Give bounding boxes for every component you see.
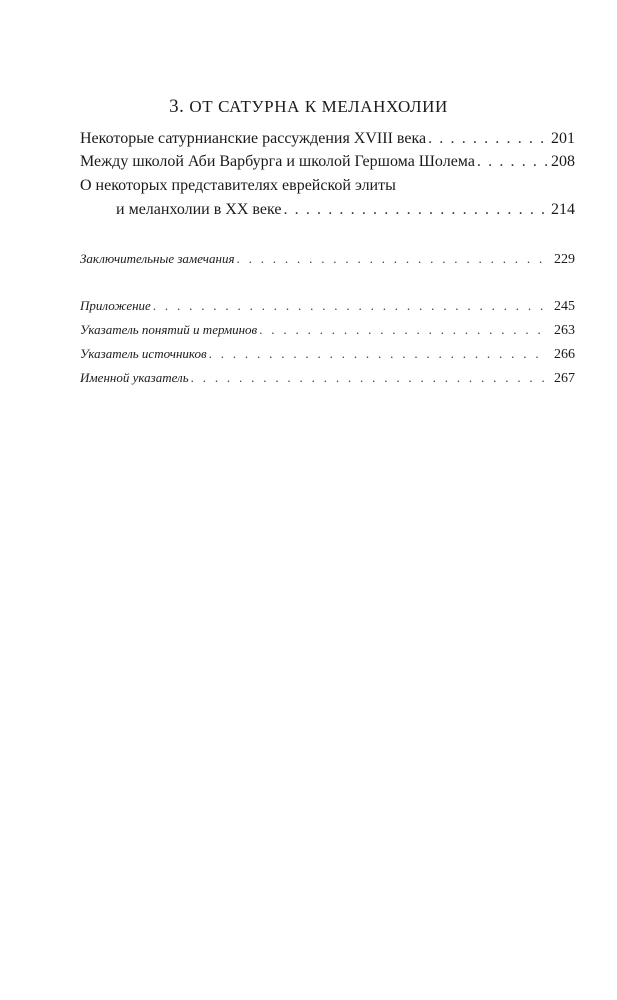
leader-dots xyxy=(209,346,547,362)
toc-appendix-entry xyxy=(80,298,575,315)
leader-dots xyxy=(477,153,547,171)
toc-entry-title: Именной указатель xyxy=(80,370,189,385)
toc-entry-page: 201 xyxy=(551,130,575,147)
toc-entry-title-line2: и меланхолии в XX веке xyxy=(116,201,282,218)
leader-dots xyxy=(283,201,547,219)
toc-entry-title: Указатель источников xyxy=(80,346,207,361)
section-title: ОТ САТУРНА К МЕЛАНХОЛИИ xyxy=(189,97,448,116)
toc-entry-title: Между школой Аби Варбурга и школой Гершома Шолема xyxy=(80,153,475,170)
toc-entry-page: 214 xyxy=(551,201,575,218)
toc-appendix-entry xyxy=(80,322,575,339)
toc-entry xyxy=(80,153,575,171)
toc-conclusion xyxy=(80,251,575,268)
section-number: 3. xyxy=(169,96,185,117)
toc-entry xyxy=(80,130,575,148)
toc-appendix-entry xyxy=(80,370,575,387)
toc-entry-page: 229 xyxy=(554,252,575,267)
toc-entry xyxy=(116,201,575,219)
toc-appendix-entry xyxy=(80,346,575,363)
toc-entry-page: 263 xyxy=(554,323,575,338)
toc-entry-page: 208 xyxy=(551,153,575,170)
leader-dots xyxy=(259,322,547,338)
leader-dots xyxy=(153,298,547,314)
leader-dots xyxy=(428,130,547,148)
toc-entry-title: Приложение xyxy=(80,298,151,313)
toc-entry-page: 266 xyxy=(554,347,575,362)
leader-dots xyxy=(237,251,548,267)
toc-entry-page: 245 xyxy=(554,299,575,314)
toc-entry-title: Указатель понятий и терминов xyxy=(80,322,258,337)
toc-entry-title-line1: О некоторых представителях еврейской элиты xyxy=(80,177,396,194)
toc-entry-page: 267 xyxy=(554,371,575,386)
toc-entry-title: Некоторые сатурнианские рассуждения XVIII века xyxy=(80,130,427,147)
section-heading xyxy=(0,96,617,118)
leader-dots xyxy=(191,370,547,386)
toc-entry-title: Заключительные замечания xyxy=(80,251,235,266)
